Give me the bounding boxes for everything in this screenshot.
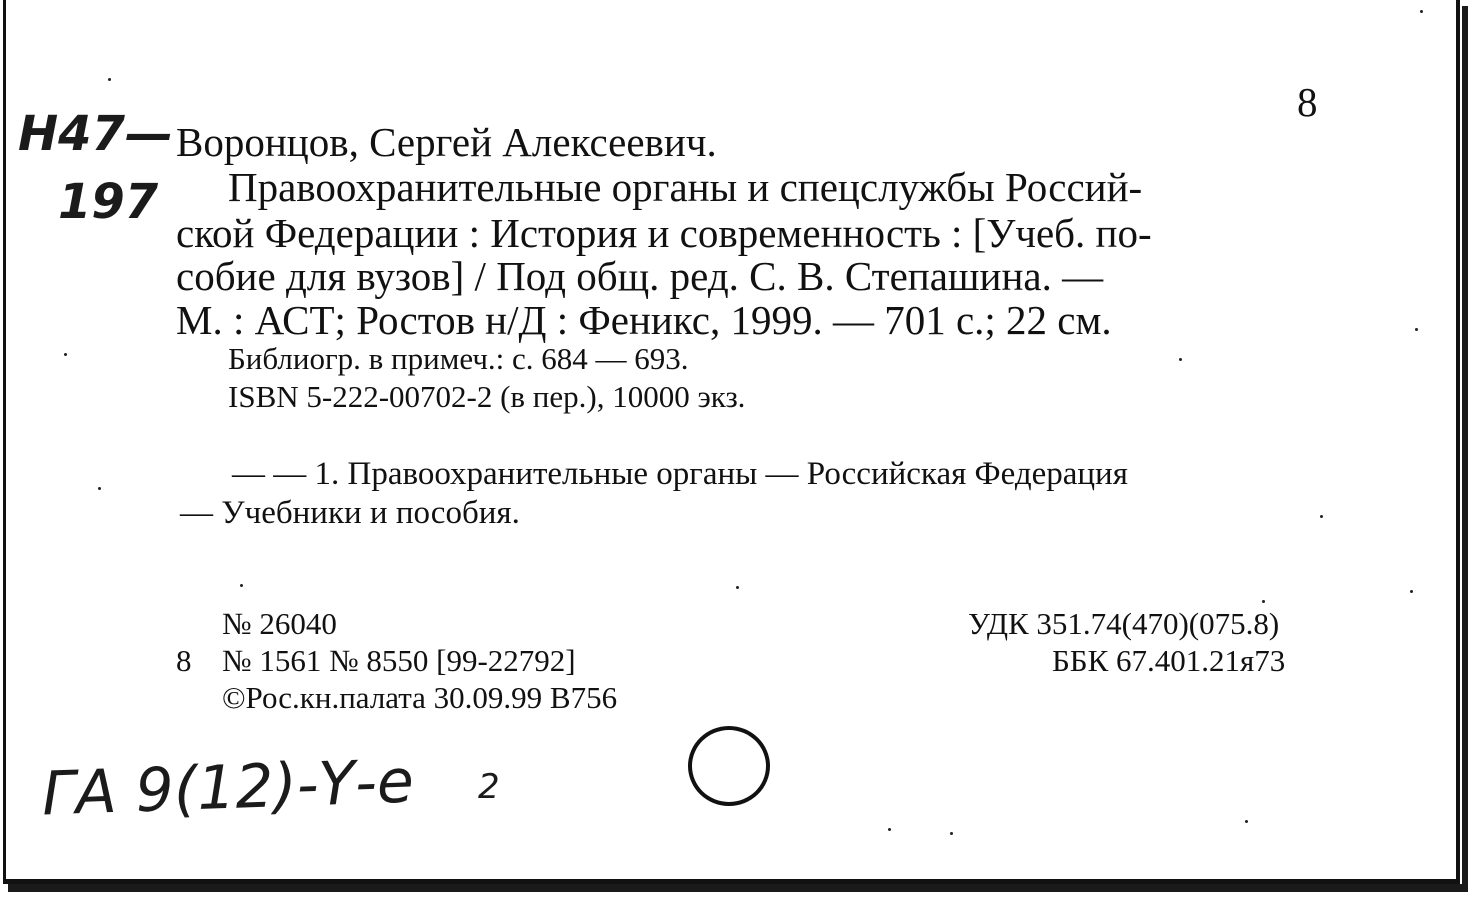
speckle (1245, 820, 1248, 823)
copyright-line: ©Рос.кн.палата 30.09.99 В756 (222, 680, 618, 715)
udc-code: УДК 351.74(470)(075.8) (968, 606, 1280, 641)
handwritten-shelf-mark-1: Н47— (18, 106, 173, 162)
title-line-4: М. : АСТ; Ростов н/Д : Феникс, 1999. — 701 с.; 22 см. (176, 297, 1112, 343)
subject-line-1: — — 1. Правоохранительные органы — Российская Федерация (232, 456, 1128, 492)
title-line-3: собие для вузов] / Под общ. ред. С. В. Степашина. — (176, 253, 1104, 299)
speckle (888, 828, 891, 831)
registration-numbers: № 1561 № 8550 [99-22792] (222, 643, 576, 678)
speckle (240, 584, 243, 587)
speckle (1179, 358, 1182, 361)
page-number: 8 (1297, 79, 1318, 125)
speckle (98, 487, 101, 490)
record-number: № 26040 (222, 606, 337, 641)
subject-line-2: — Учебники и пособия. (180, 495, 520, 531)
stamp-circle-icon (688, 726, 770, 806)
card-shadow-right (1462, 6, 1468, 888)
author-heading: Воронцов, Сергей Алексеевич. (176, 119, 717, 165)
speckle (64, 353, 67, 356)
speckle (736, 586, 739, 589)
handwritten-shelf-mark-2: 197 (58, 174, 159, 230)
speckle (1262, 600, 1265, 603)
reg-prefix: 8 (176, 643, 192, 678)
handwritten-superscript: 2 (478, 767, 500, 807)
speckle (950, 832, 953, 835)
title-line-2: ской Федерации : История и современность : [Учеб. по- (176, 210, 1152, 256)
bbk-code: ББК 67.401.21я73 (1052, 643, 1286, 678)
speckle (1415, 328, 1418, 331)
speckle (1320, 515, 1323, 518)
title-line-1: Правоохранительные органы и спецслужбы Россий- (228, 164, 1143, 210)
isbn-note: ISBN 5-222-00702-2 (в пер.), 10000 экз. (228, 379, 746, 414)
bibliography-note: Библиогр. в примеч.: с. 684 — 693. (228, 341, 689, 376)
speckle (108, 78, 111, 81)
speckle (1420, 10, 1423, 13)
card-shadow-bottom (8, 884, 1468, 892)
handwritten-classification: ГА 9(12)-Ү-е (40, 746, 415, 830)
speckle (1410, 590, 1413, 593)
